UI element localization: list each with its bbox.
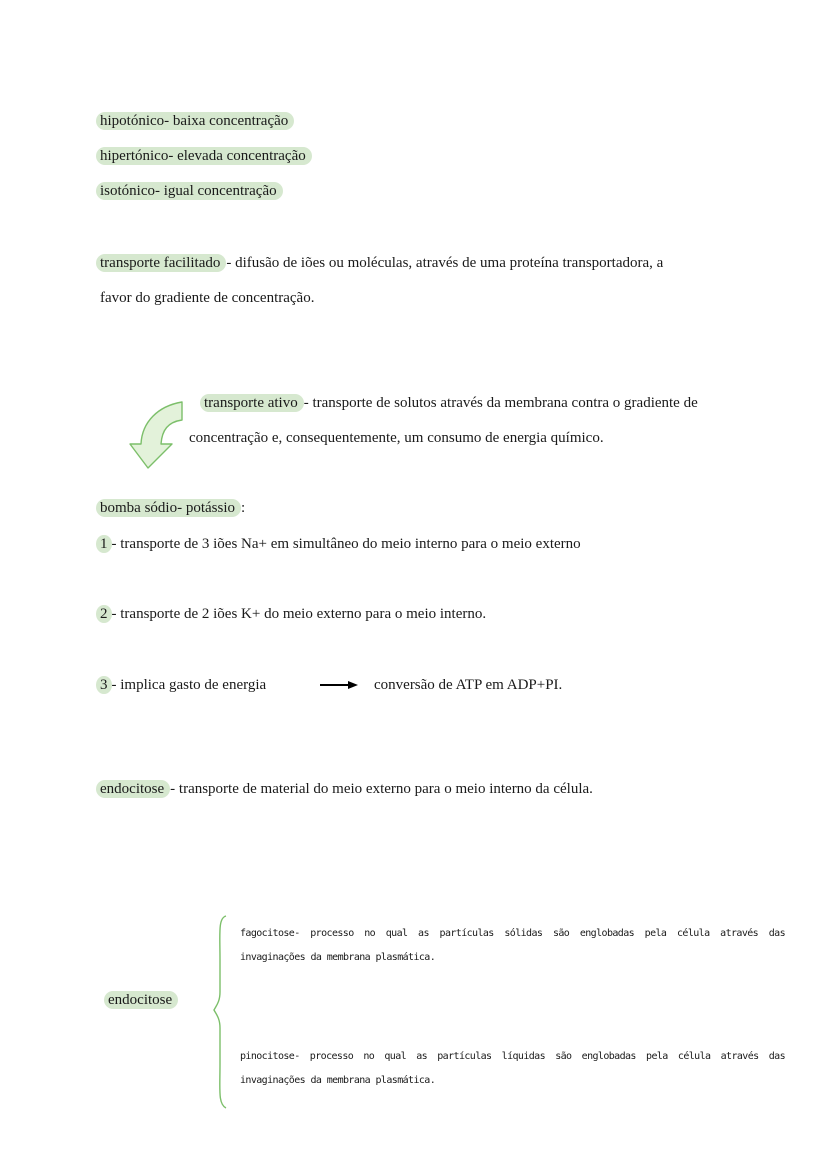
- active-transport-definition: [200, 393, 698, 413]
- pump-step-1: [96, 534, 581, 554]
- step-3-text: - implica gasto de energia: [111, 677, 267, 693]
- hypotonic-desc: - baixa concentração: [164, 113, 289, 129]
- fagocitose-definition: fagocitose- processo no qual as partículas sólidas são englobadas pela célula através das invaginações da membrana plasmática.: [240, 928, 785, 963]
- endocytosis-desc: - transporte de material do meio externo para o meio interno da célula.: [170, 781, 593, 797]
- endocytosis-label-text: endocitose: [104, 991, 178, 1009]
- pump-title-colon: :: [241, 500, 246, 516]
- pump-title: [96, 498, 245, 518]
- facilitated-transport-definition: [96, 253, 663, 273]
- isotonic-term: isotónico: [100, 183, 155, 199]
- step-2-text: - transporte de 2 iões K+ do meio externo para o meio interno.: [111, 606, 487, 622]
- endocytosis-term: endocitose: [96, 780, 170, 798]
- hypertonic-definition: [96, 146, 312, 166]
- facilitated-transport-desc: - difusão de iões ou moléculas, através de uma proteína transportadora, a: [226, 255, 664, 271]
- pinocitose-definition: pinocitose- processo no qual as partículas líquidas são englobadas pela célula através das invaginações da membrana plasmática.: [240, 1051, 785, 1086]
- curved-arrow-icon: [128, 400, 188, 470]
- right-arrow-icon: [320, 680, 360, 690]
- hypotonic-definition: [96, 111, 294, 131]
- step-3-number: 3: [96, 676, 112, 694]
- active-transport-desc: - transporte de solutos através da membrana contra o gradiente de: [303, 395, 698, 411]
- pump-title-text: bomba sódio- potássio: [96, 499, 241, 517]
- step-1-number: 1: [96, 535, 112, 553]
- hypertonic-desc: - elevada concentração: [168, 148, 306, 164]
- curly-brace-icon: [212, 914, 232, 1110]
- endocytosis-label: [104, 990, 178, 1010]
- step-2-number: 2: [96, 605, 112, 623]
- pump-step-2: [96, 604, 486, 624]
- endocytosis-definition: [96, 779, 593, 799]
- facilitated-transport-term: transporte facilitado: [96, 254, 226, 272]
- isotonic-desc: - igual concentração: [155, 183, 277, 199]
- hypotonic-term: hipotónico: [100, 113, 165, 129]
- step-3-result: conversão de ATP em ADP+PI.: [374, 677, 563, 693]
- hypertonic-term: hipertónico: [100, 148, 169, 164]
- step-1-text: - transporte de 3 iões Na+ em simultâneo do meio interno para o meio externo: [111, 536, 581, 552]
- facilitated-transport-desc-cont: favor do gradiente de concentração.: [100, 290, 315, 306]
- active-transport-desc-cont: concentração e, consequentemente, um consumo de energia químico.: [189, 430, 604, 446]
- isotonic-definition: [96, 181, 283, 201]
- active-transport-term: transporte ativo: [200, 394, 304, 412]
- pump-step-3: [96, 675, 266, 695]
